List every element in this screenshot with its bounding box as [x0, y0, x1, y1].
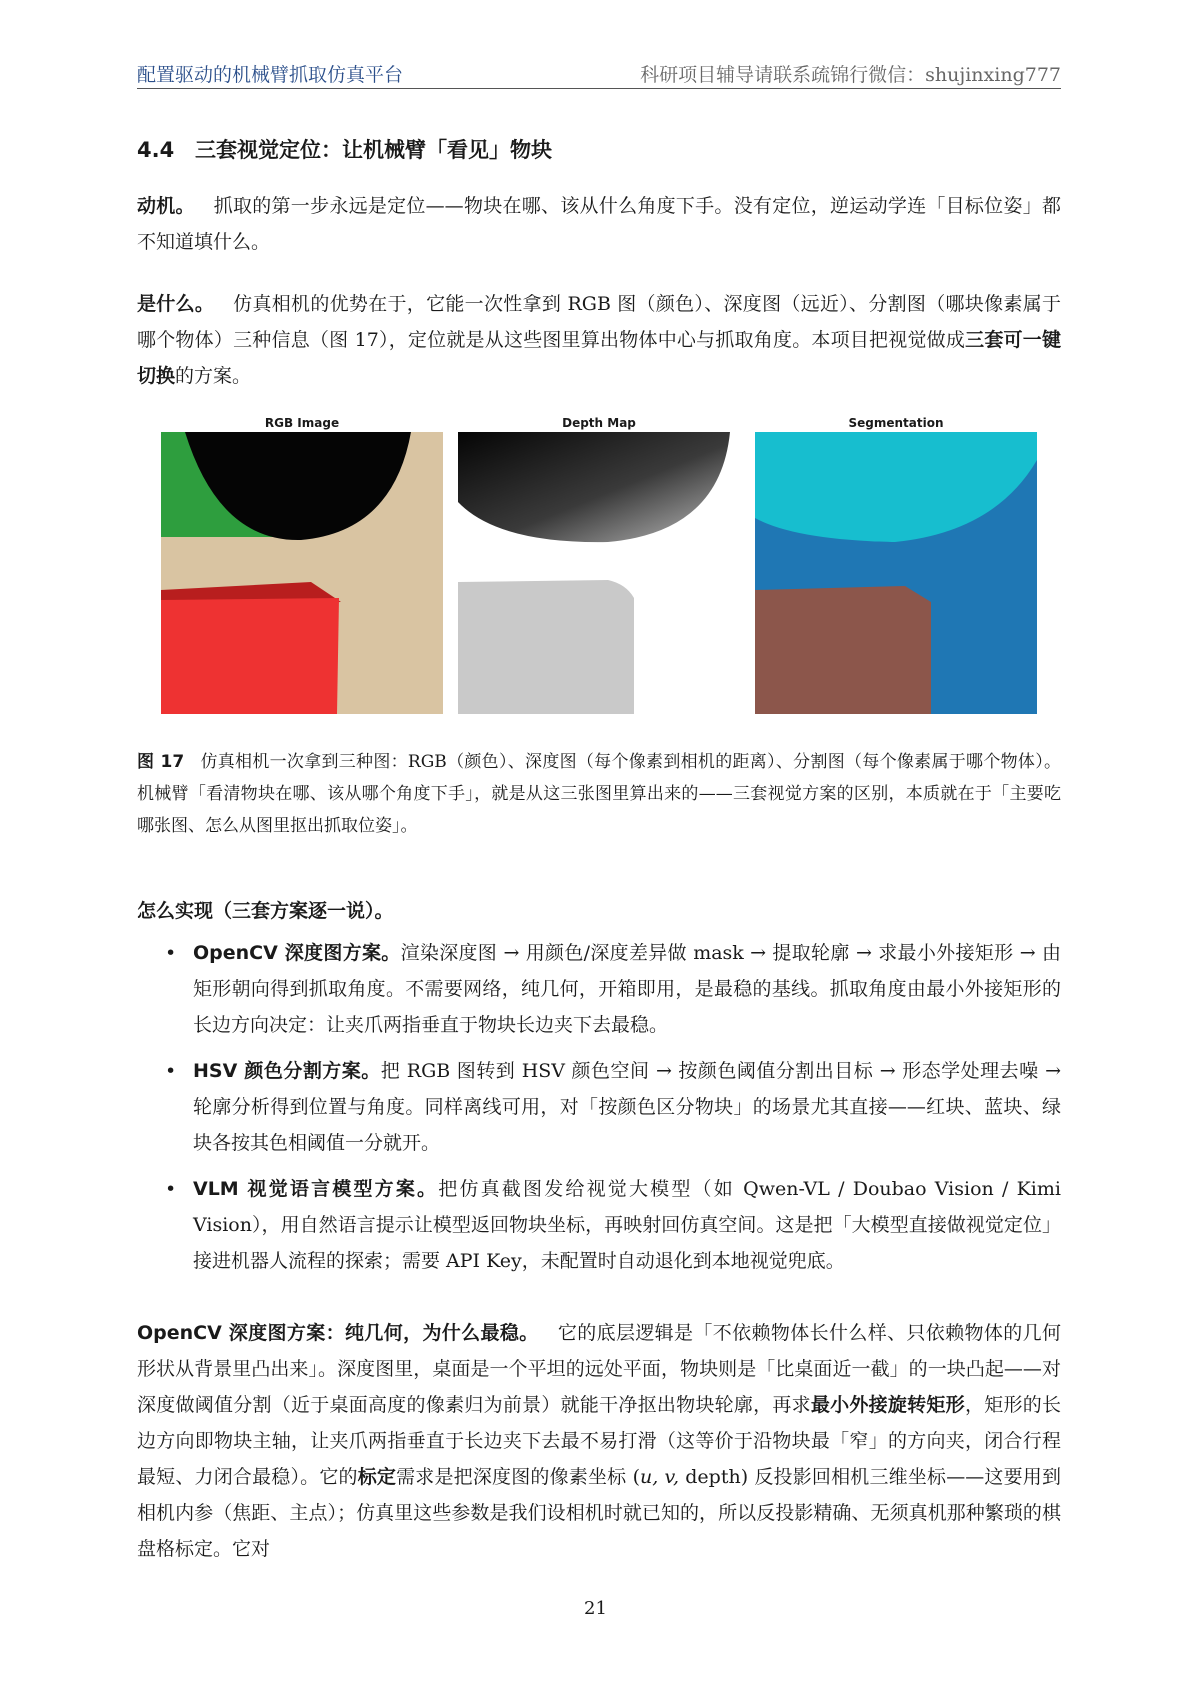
method-name: VLM 视觉语言模型方案。: [193, 1178, 439, 1200]
opencv-text-3: 需求是把深度图的像素坐标 (: [396, 1466, 641, 1488]
method-text: 把 RGB 图转到 HSV 颜色空间 → 按颜色阈值分割出目标 → 形态学处理去噪 → 轮廓分析得到位置与角度。同样离线可用，对「按颜色区分物块」的场景尤其直接——红块、蓝块、绿块各按其色相阈值一分就开。: [193, 1060, 1062, 1154]
page-number: 21: [584, 1598, 607, 1619]
rgb-red-cube: [161, 598, 339, 714]
opencv-text-1: 它的底层逻辑是「不依赖物体长什么样、只依赖物体的几何形状从背景里凸出来」。深度图里，桌面是一个平坦的远处平面，物块则是「比桌面近一截」的一块凸起——对深度做阈值分割（近于桌面高度的像素归为前景）就能干净抠出物块轮廓，再求: [137, 1322, 1061, 1416]
what-lead: 是什么。: [137, 293, 215, 315]
section-title: 三套视觉定位：让机械臂「看见」物块: [195, 138, 552, 162]
rgb-panel-title: RGB Image: [264, 416, 340, 430]
motivation-paragraph: [137, 188, 1061, 260]
figure-caption-text: 仿真相机一次拿到三种图：RGB（颜色）、深度图（每个像素到相机的距离）、分割图（每个像素属于哪个物体）。机械臂「看清物块在哪、该从哪个角度下手」，就是从这三张图里算出来的——三套视觉方案的区别，本质就在于「主要吃哪张图、怎么从图里抠出抓取位姿」。: [137, 752, 1061, 836]
figure-caption: [137, 746, 1061, 842]
method-name: HSV 颜色分割方案。: [193, 1060, 381, 1082]
figure-label: 图 17: [137, 752, 185, 772]
section-heading: [137, 130, 1061, 170]
depth-image: [458, 432, 740, 714]
list-item: [137, 1171, 1061, 1279]
figure-17: [137, 414, 1061, 724]
list-item: [137, 935, 1061, 1043]
depth-cube: [458, 580, 634, 714]
depth-panel-title: Depth Map: [562, 416, 636, 430]
method-name: OpenCV 深度图方案。: [193, 942, 401, 964]
segmentation-image: [755, 432, 1037, 714]
seg-brown-cube: [755, 586, 931, 714]
what-text-end: 的方案。: [175, 365, 252, 387]
rgb-panel: [161, 414, 443, 714]
opencv-paragraph: [137, 1315, 1061, 1567]
opencv-highlight-1: 最小外接旋转矩形: [810, 1394, 965, 1416]
depth-panel: [458, 414, 740, 714]
bullet-icon: •: [165, 1178, 177, 1200]
opencv-math: u, v,: [640, 1466, 680, 1488]
segmentation-panel: [755, 414, 1037, 714]
opencv-text-4: depth) 反投影回相机三维坐标——这要用到相机内参（焦距、主点）；仿真里这些参数是我们设相机时就已知的，所以反投影精确、无须真机那种繁琐的棋盘格标定。它对: [137, 1466, 1061, 1560]
section-number: 4.4: [137, 138, 175, 162]
page-header: [137, 58, 1061, 89]
what-highlight: 三套可一键切换: [137, 329, 1061, 387]
rgb-image: [161, 432, 443, 714]
what-paragraph: [137, 286, 1061, 394]
what-text: 仿真相机的优势在于，它能一次性拿到 RGB 图（颜色）、深度图（远近）、分割图（哪块像素属于哪个物体）三种信息（图 17），定位就是从这些图里算出物体中心与抓取角度。本项目把视觉做成: [137, 293, 1061, 351]
method-text: 把仿真截图发给视觉大模型（如 Qwen-VL / Doubao Vision / Kimi Vision），用自然语言提示让模型返回物块坐标，再映射回仿真空间。这是把「大模型直接做视觉定位」接进机器人流程的探索；需要 API Key，未配置时自动退化到本地视觉兜底。: [193, 1178, 1061, 1272]
methods-list: [137, 935, 1061, 1279]
opencv-text-2: ，矩形的长边方向即物块主轴，让夹爪两指垂直于长边夹下去最不易打滑（这等价于沿物块最「窄」的方向夹，闭合行程最短、力闭合最稳）。它的: [137, 1394, 1061, 1488]
segmentation-panel-title: Segmentation: [848, 416, 944, 430]
list-item: [137, 1053, 1061, 1161]
method-text: 渲染深度图 → 用颜色/深度差异做 mask → 提取轮廓 → 求最小外接矩形 → 由矩形朝向得到抓取角度。不需要网络，纯几何，开箱即用，是最稳的基线。抓取角度由最小外接矩形的长边方向决定：让夹爪两指垂直于物块长边夹下去最稳。: [193, 942, 1062, 1036]
bullet-icon: •: [165, 942, 177, 964]
header-title: 配置驱动的机械臂抓取仿真平台: [137, 64, 404, 86]
how-paragraph: [137, 893, 1061, 929]
motivation-lead: 动机。: [137, 195, 195, 217]
motivation-text: 抓取的第一步永远是定位——物块在哪、该从什么角度下手。没有定位，逆运动学连「目标位姿」都不知道填什么。: [137, 195, 1061, 253]
main-content: [137, 130, 1061, 1567]
header-contact: 科研项目辅导请联系疏锦行微信：shujinxing777: [640, 64, 1061, 86]
opencv-lead: OpenCV 深度图方案：纯几何，为什么最稳。: [137, 1322, 539, 1344]
how-lead: 怎么实现（三套方案逐一说）。: [137, 900, 394, 922]
opencv-highlight-2: 标定: [357, 1466, 397, 1488]
bullet-icon: •: [165, 1060, 177, 1082]
